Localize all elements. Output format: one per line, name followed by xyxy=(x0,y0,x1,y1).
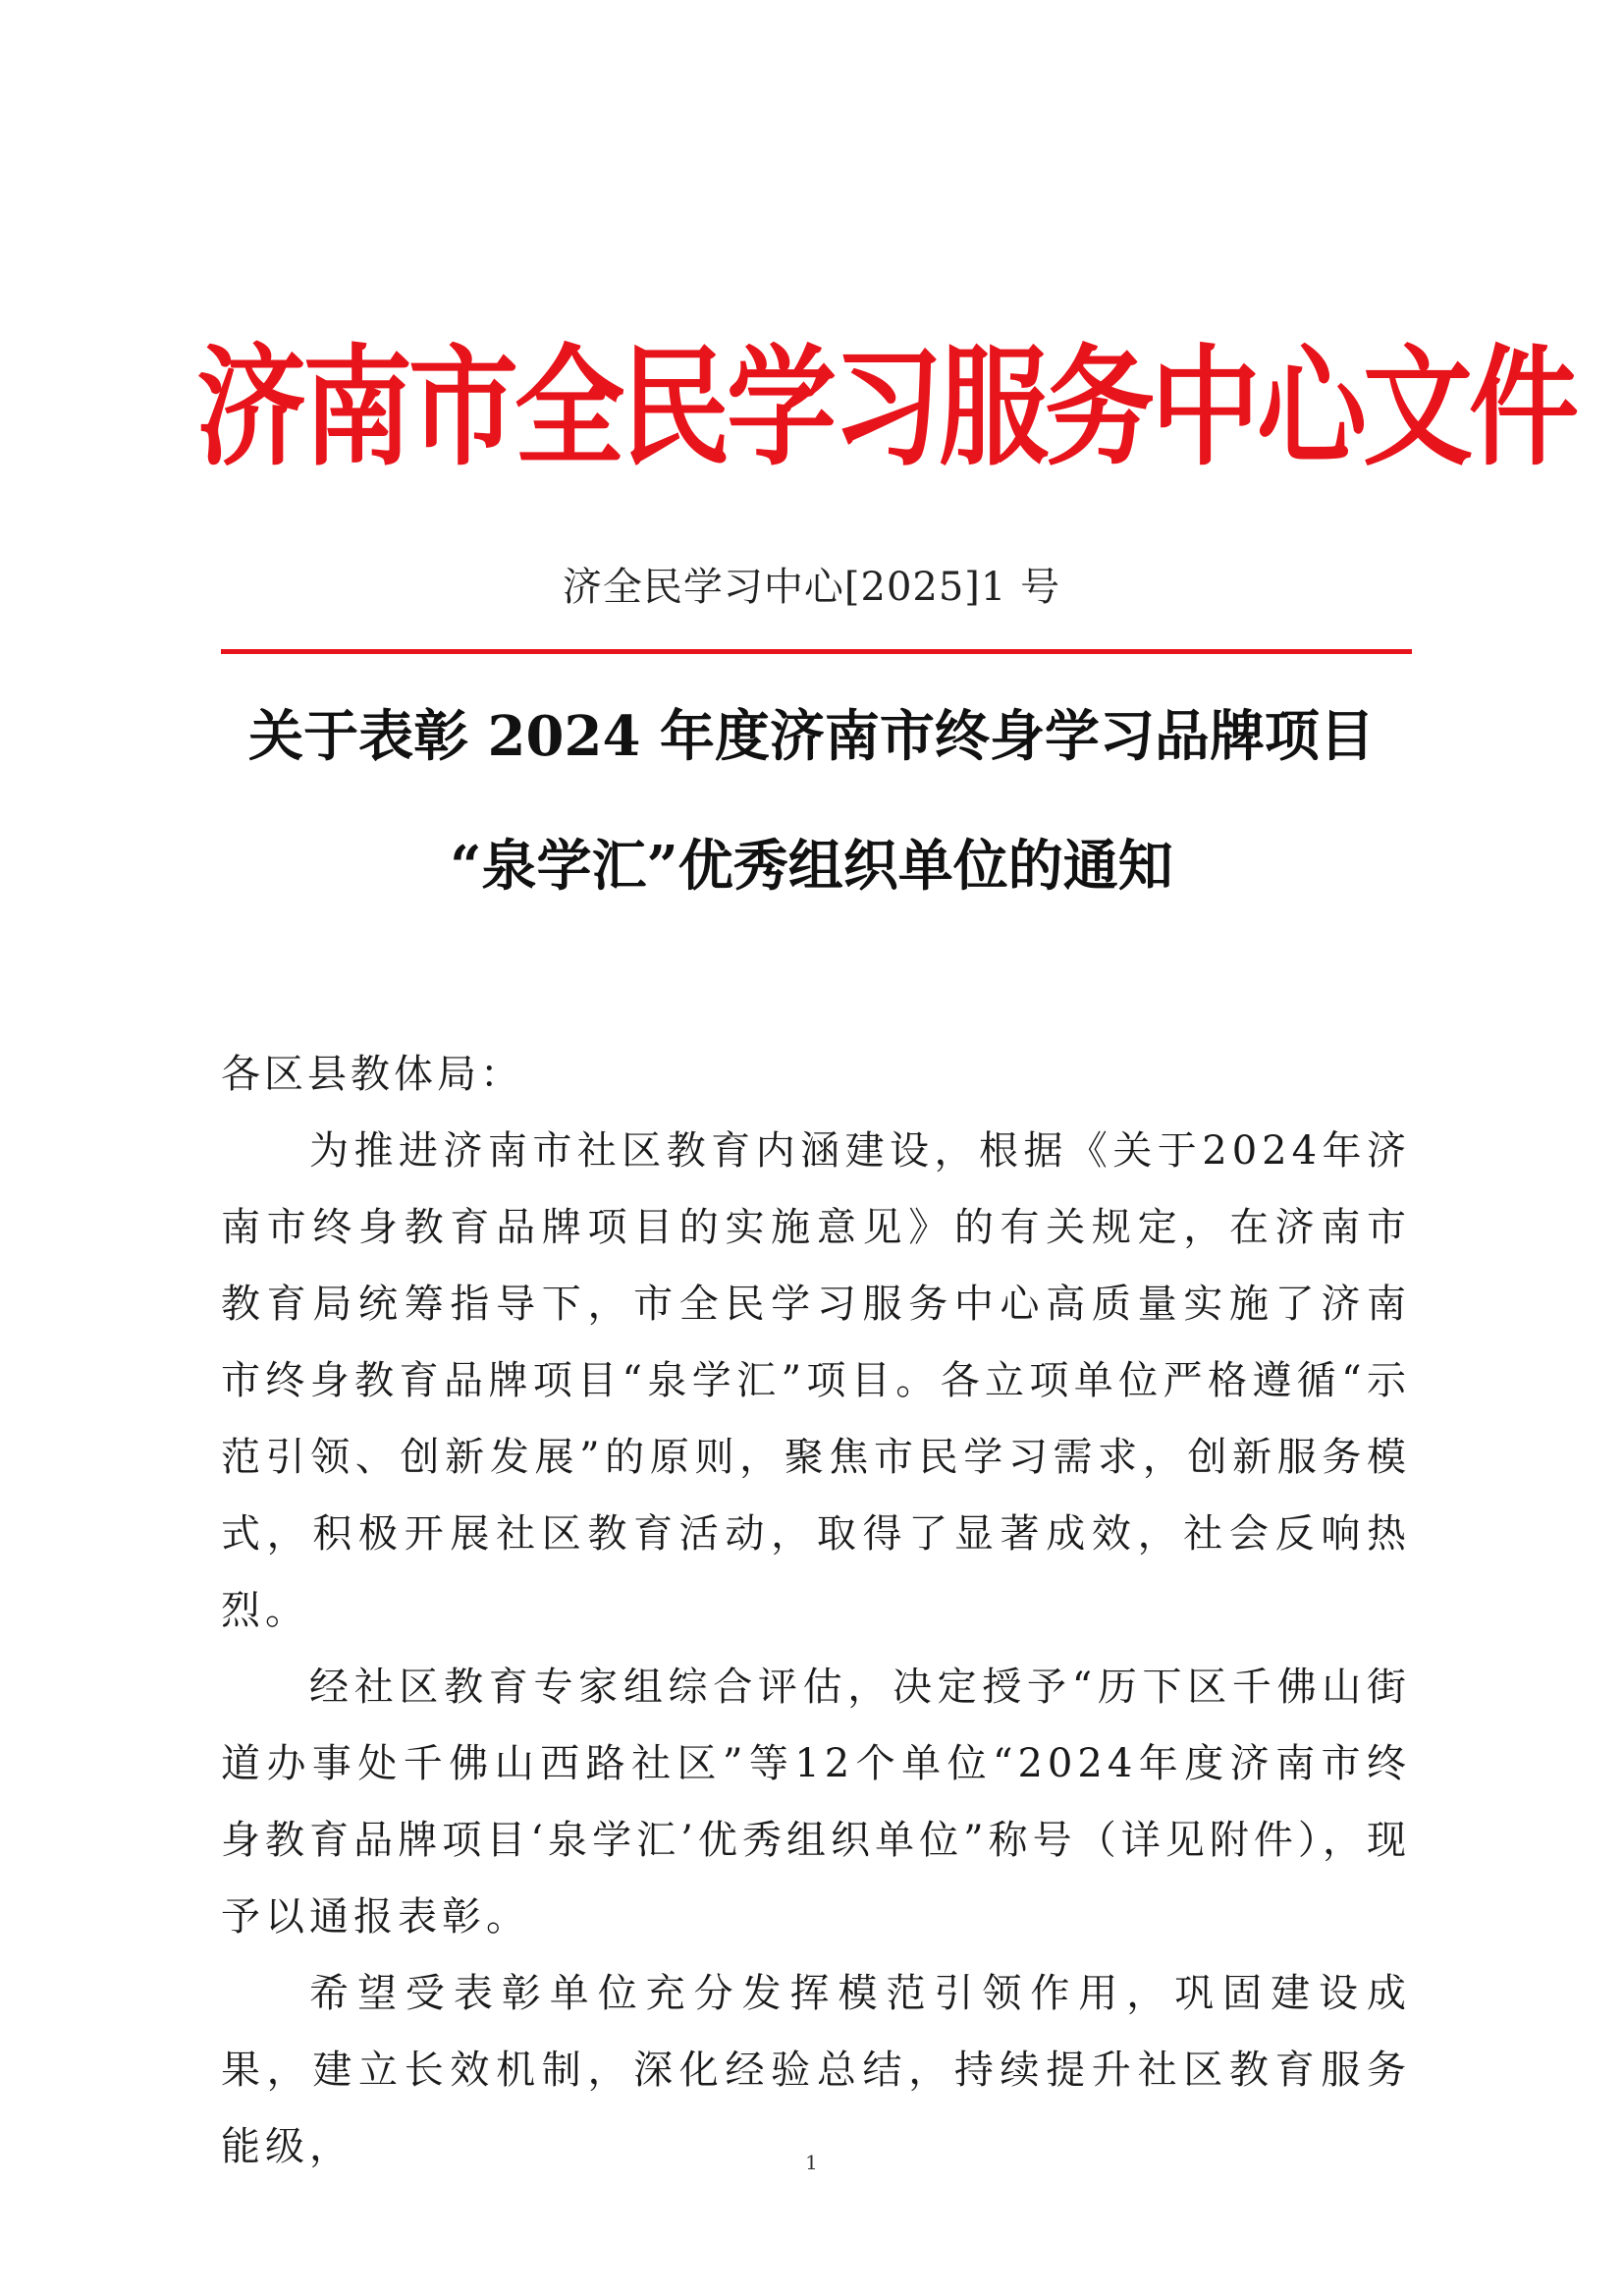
red-divider-line xyxy=(221,649,1412,654)
body-paragraph-3: 希望受表彰单位充分发挥模范引领作用，巩固建设成果，建立长效机制，深化经验总结，持续提升社区教育服务能级， xyxy=(221,1971,1411,2169)
masthead-title: 济南市全民学习服务中心文件 xyxy=(196,333,1575,484)
notice-title-line-1: 关于表彰 2024 年度济南市终身学习品牌项目 xyxy=(248,704,1375,769)
body-paragraph-2: 经社区教育专家组综合评估，决定授予“历下区千佛山街道办事处千佛山西路社区”等12个单位“2024年度济南市终身教育品牌项目‘泉学汇’优秀组织单位”称号（详见附件），现予以通报表彰。 xyxy=(221,1665,1411,1940)
notice-body xyxy=(221,1036,1411,2185)
page-number: 1 xyxy=(805,2151,818,2174)
document-number: 济全民学习中心[2025]1 号 xyxy=(562,565,1061,610)
salutation: 各区县教体局： xyxy=(221,1052,523,1097)
notice-title-line-2: “泉学汇”优秀组织单位的通知 xyxy=(450,834,1173,899)
body-paragraph-1: 为推进济南市社区教育内涵建设，根据《关于2024年济南市终身教育品牌项目的实施意见》的有关规定，在济南市教育局统筹指导下，市全民学习服务中心高质量实施了济南市终身教育品牌项目“泉学汇”项目。各立项单位严格遵循“示范引领、创新发展”的原则，聚焦市民学习需求，创新服务模式，积极开展社区教育活动，取得了显著成效，社会反响热烈。 xyxy=(221,1128,1411,1633)
